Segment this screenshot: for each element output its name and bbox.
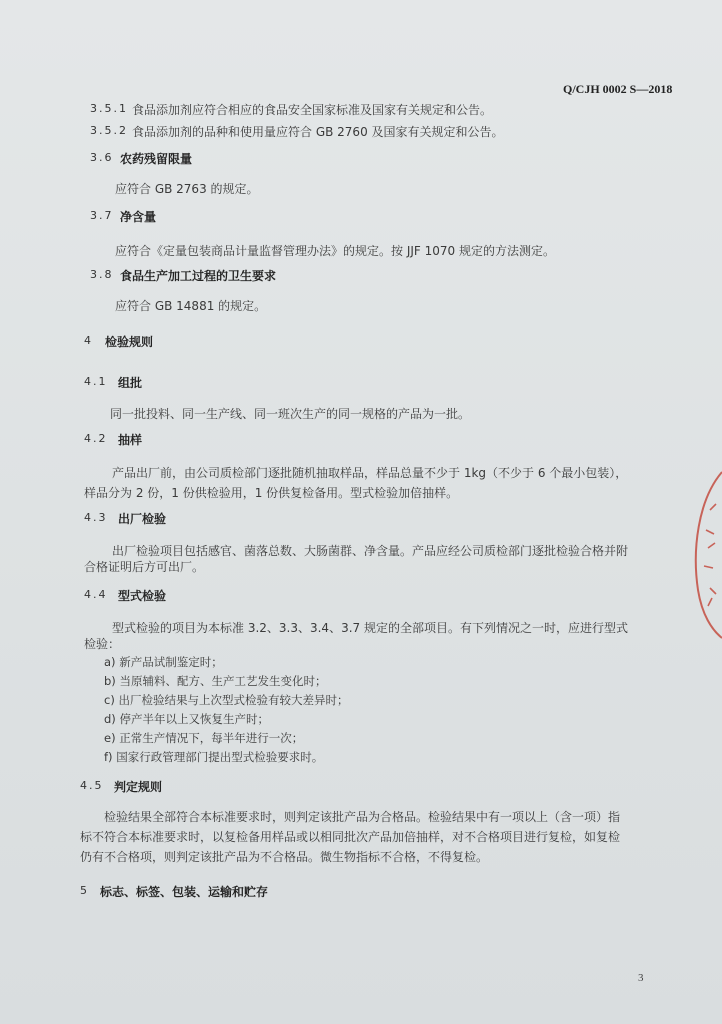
section-heading: 抽样 xyxy=(118,433,143,447)
section-number: 3.5.2 xyxy=(90,124,128,137)
section-body-line: 检验结果全部符合本标准要求时，则判定该批产品为合格品。检验结果中有一项以上（含一项）指 xyxy=(104,810,621,824)
section-number: 3.6 xyxy=(90,151,114,164)
section-number: 4.3 xyxy=(84,511,108,524)
section-number: 3.5.1 xyxy=(90,102,128,115)
section-heading: 食品生产加工过程的卫生要求 xyxy=(120,269,277,283)
section-heading: 出厂检验 xyxy=(118,512,167,526)
chapter-heading: 标志、标签、包装、运输和贮存 xyxy=(100,885,269,899)
clause-text: 食品添加剂的品种和使用量应符合 GB 2760 及国家有关规定和公告。 xyxy=(132,125,504,139)
list-item: a) 新产品试制鉴定时； xyxy=(104,655,223,669)
company-seal-fragment xyxy=(688,470,722,640)
page-number: 3 xyxy=(638,972,644,984)
section-body-line: 仍有不合格项，则判定该批产品为不合格品。微生物指标不合格，不得复检。 xyxy=(80,850,489,864)
section-number: 4.4 xyxy=(84,588,108,601)
section-body-line: 样品分为 2 份，1 份供检验用，1 份供复检备用。型式检验加倍抽样。 xyxy=(84,486,459,500)
section-heading: 型式检验 xyxy=(118,589,167,603)
clause-text: 食品添加剂应符合相应的食品安全国家标准及国家有关规定和公告。 xyxy=(132,103,493,117)
chapter-number: 5 xyxy=(80,884,89,897)
list-item: f) 国家行政管理部门提出型式检验要求时。 xyxy=(104,750,324,764)
list-item: e) 正常生产情况下，每半年进行一次； xyxy=(104,731,304,745)
section-heading: 判定规则 xyxy=(114,780,163,794)
section-body-line: 出厂检验项目包括感官、菌落总数、大肠菌群、净含量。产品应经公司质检部门逐批检验合格并附 xyxy=(112,544,629,558)
section-body: 应符合《定量包装商品计量监督管理办法》的规定。按 JJF 1070 规定的方法测定。 xyxy=(115,244,555,258)
section-body-line: 标不符合本标准要求时，以复检备用样品或以相同批次产品加倍抽样，对不合格项目进行复检，如复检 xyxy=(80,830,621,844)
standard-code: Q/CJH 0002 S—2018 xyxy=(563,82,673,96)
section-heading: 农药残留限量 xyxy=(120,152,193,166)
section-heading: 组批 xyxy=(118,376,143,390)
list-item: d) 停产半年以上又恢复生产时； xyxy=(104,712,269,726)
chapter-number: 4 xyxy=(84,334,93,347)
section-number: 4.1 xyxy=(84,375,108,388)
list-item: c) 出厂检验结果与上次型式检验有较大差异时； xyxy=(104,693,349,707)
section-body: 应符合 GB 2763 的规定。 xyxy=(115,182,259,196)
section-number: 3.7 xyxy=(90,209,114,222)
list-item: b) 当原辅料、配方、生产工艺发生变化时； xyxy=(104,674,327,688)
section-body-line: 合格证明后方可出厂。 xyxy=(84,560,205,574)
section-body: 同一批投料、同一生产线、同一班次生产的同一规格的产品为一批。 xyxy=(110,407,471,421)
section-number: 4.5 xyxy=(80,779,104,792)
section-number: 3.8 xyxy=(90,268,114,281)
section-heading: 净含量 xyxy=(120,210,157,224)
section-body-line: 产品出厂前，由公司质检部门逐批随机抽取样品，样品总量不少于 1kg（不少于 6 个最小包装）， xyxy=(112,466,628,480)
chapter-heading: 检验规则 xyxy=(105,335,154,349)
section-number: 4.2 xyxy=(84,432,108,445)
section-body-line: 检验： xyxy=(84,637,121,651)
section-body: 应符合 GB 14881 的规定。 xyxy=(115,299,267,313)
section-body-line: 型式检验的项目为本标准 3.2、3.3、3.4、3.7 规定的全部项目。有下列情况之一时，应进行型式 xyxy=(112,621,628,635)
